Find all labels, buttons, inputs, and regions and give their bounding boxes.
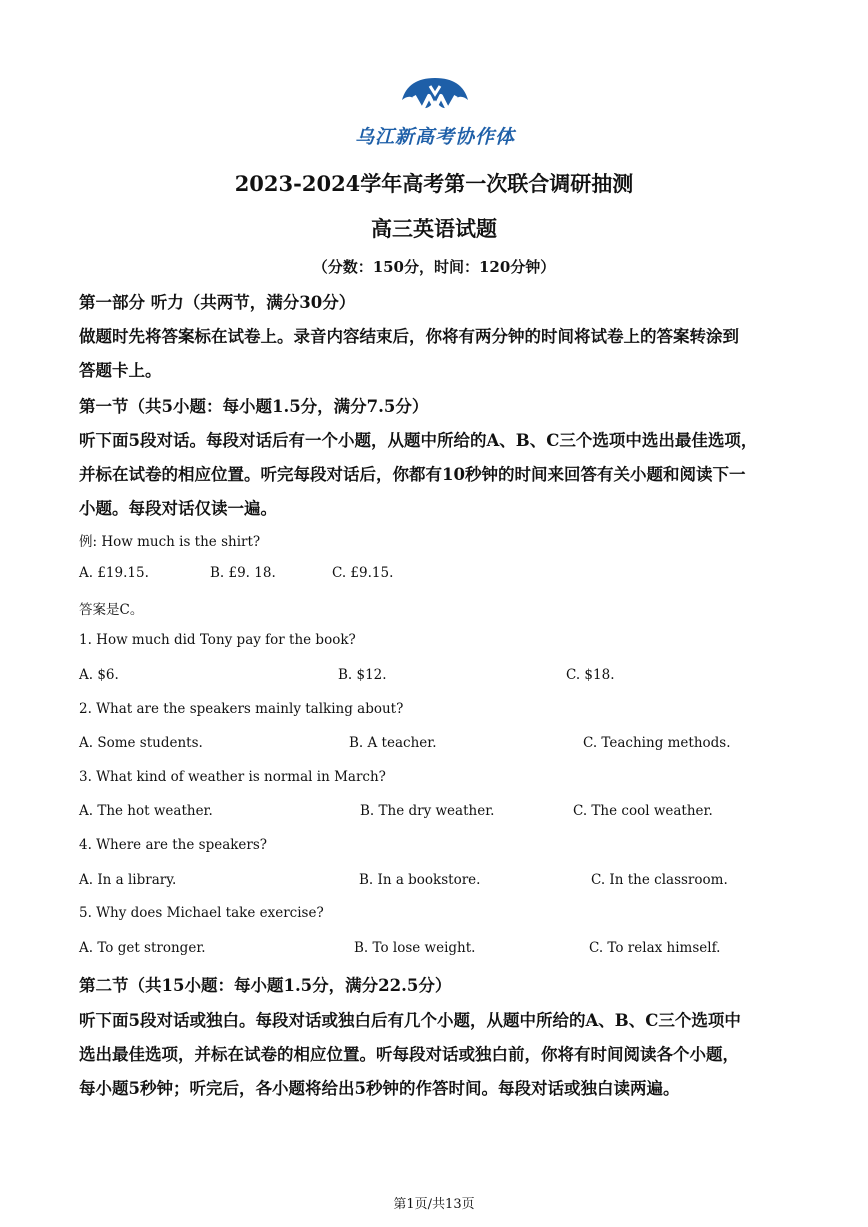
q5-option-c: C. To relax himself. (589, 940, 721, 956)
q1-option-b: B. $12. (338, 667, 387, 683)
section1-instruction-line: 并标在试卷的相应位置。听完每段对话后，你都有10秒钟的时间来回答有关小题和阅读下一 (79, 465, 746, 484)
question-3: 3. What kind of weather is normal in March? (79, 769, 386, 785)
part1-instruction-line: 做题时先将答案标在试卷上。录音内容结束后，你将有两分钟的时间将试卷上的答案转涂到 (79, 327, 739, 346)
score-info: （分数：150分，时间：120分钟） (312, 258, 556, 276)
section2-heading: 第二节（共15小题：每小题1.5分，满分22.5分） (79, 976, 452, 995)
exam-subtitle: 高三英语试题 (371, 216, 497, 241)
logo (340, 74, 530, 154)
question-2: 2. What are the speakers mainly talking about? (79, 701, 404, 717)
section1-instruction-line: 听下面5段对话。每段对话后有一个小题，从题中所给的A、B、C三个选项中选出最佳选项， (79, 431, 758, 450)
part1-heading: 第一部分 听力（共两节，满分30分） (79, 293, 356, 312)
q5-option-a: A. To get stronger. (79, 940, 206, 956)
section1-instruction-line: 小题。每段对话仅读一遍。 (79, 499, 277, 518)
q1-option-a: A. $6. (79, 667, 119, 683)
q2-option-b: B. A teacher. (349, 735, 437, 751)
question-1: 1. How much did Tony pay for the book? (79, 632, 356, 648)
q1-option-c: C. $18. (566, 667, 615, 683)
q4-option-c: C. In the classroom. (591, 872, 728, 888)
exam-title: 2023-2024学年高考第一次联合调研抽测 (234, 171, 634, 196)
q2-option-a: A. Some students. (79, 735, 203, 751)
wave-logo-icon (400, 74, 470, 118)
q5-option-b: B. To lose weight. (354, 940, 476, 956)
section2-instruction-line: 选出最佳选项，并标在试卷的相应位置。听每段对话或独白前，你将有时间阅读各个小题， (79, 1045, 739, 1064)
question-4: 4. Where are the speakers? (79, 837, 268, 853)
question-5: 5. Why does Michael take exercise? (79, 905, 324, 921)
example-option-b: B. £9. 18. (210, 565, 276, 581)
q4-option-a: A. In a library. (79, 872, 177, 888)
logo-text: 乌江新高考协作体 (354, 126, 515, 148)
example-question: 例: How much is the shirt? (79, 534, 261, 550)
q3-option-c: C. The cool weather. (573, 803, 713, 819)
q4-option-b: B. In a bookstore. (359, 872, 481, 888)
section2-instruction-line: 每小题5秒钟；听完后，各小题将给出5秒钟的作答时间。每段对话或独白读两遍。 (79, 1079, 680, 1098)
q2-option-c: C. Teaching methods. (583, 735, 731, 751)
example-option-a: A. £19.15. (79, 565, 149, 581)
section2-instruction-line: 听下面5段对话或独白。每段对话或独白后有几个小题，从题中所给的A、B、C三个选项中 (79, 1011, 741, 1030)
section1-heading: 第一节（共5小题：每小题1.5分，满分7.5分） (79, 397, 429, 416)
example-answer: 答案是C。 (79, 602, 144, 618)
example-option-c: C. £9.15. (332, 565, 394, 581)
q3-option-b: B. The dry weather. (360, 803, 495, 819)
page-number: 第1页/共13页 (393, 1197, 475, 1212)
q3-option-a: A. The hot weather. (79, 803, 213, 819)
part1-instruction-line: 答题卡上。 (79, 361, 162, 380)
